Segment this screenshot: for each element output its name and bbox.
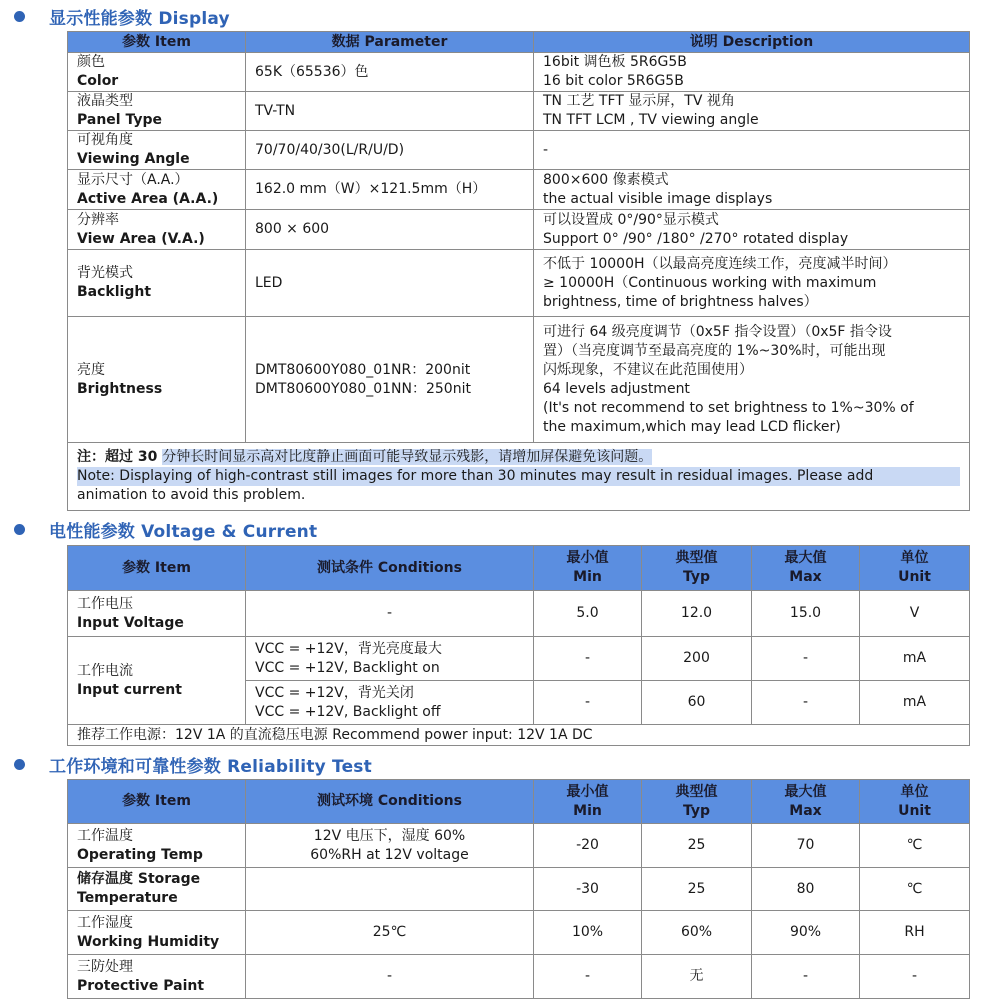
- header-unit-cn: 单位: [900, 550, 929, 566]
- header-typ-cn: 典型值: [675, 783, 718, 800]
- item-en: Input current: [77, 681, 182, 698]
- header-description: 说明 Description: [534, 32, 970, 53]
- desc-line: the maximum,which may lead LCD flicker): [543, 418, 841, 435]
- item-en: Input Voltage: [77, 614, 184, 631]
- desc-line: 不低于 10000H（以最高亮度连续工作，亮度减半时间）: [543, 255, 897, 272]
- item-cell: [68, 92, 246, 131]
- desc-cell: [534, 131, 970, 170]
- unit-cell: -: [860, 955, 970, 999]
- item-cn: 分辨率: [77, 211, 119, 228]
- item-cn: 可视角度: [77, 132, 133, 148]
- header-min: [534, 546, 642, 591]
- desc-line: 可进行 64 级亮度调节（0x5F 指令设置）（0x5F 指令设: [543, 323, 892, 340]
- table-row: [68, 170, 970, 210]
- typ-cell: 无: [642, 955, 752, 999]
- table-row: [68, 317, 970, 443]
- desc-cell: [534, 53, 970, 92]
- param-line: 70/70/40/30(L/R/U/D): [255, 141, 405, 158]
- cond-cell: [246, 824, 534, 868]
- recommend-row: [68, 725, 970, 746]
- unit-cell: ℃: [860, 824, 970, 868]
- max-cell: -: [752, 637, 860, 681]
- min-cell: 10%: [534, 911, 642, 955]
- desc-cell: [534, 317, 970, 443]
- recommend-cell: 推荐工作电源：12V 1A 的直流稳压电源 Recommend power input: 12V 1A DC: [68, 725, 970, 746]
- header-max: [752, 780, 860, 824]
- desc-cell: [534, 210, 970, 250]
- cond-cell: [246, 637, 534, 681]
- param-line: TV-TN: [255, 102, 296, 119]
- param-cell: [246, 317, 534, 443]
- bullet-icon: [14, 11, 25, 22]
- item-cn: 工作电流: [77, 662, 133, 679]
- header-conditions: 测试条件 Conditions: [246, 546, 534, 591]
- item-cn: 储存温度 Storage: [77, 871, 201, 887]
- typ-cell: 25: [642, 824, 752, 868]
- section-display-header: [0, 3, 230, 29]
- item-en: Protective Paint: [77, 977, 205, 994]
- desc-line: Support 0° /90° /180° /270° rotated display: [543, 230, 849, 247]
- cond-line: VCC = +12V，背光亮度最大: [255, 640, 442, 657]
- param-line: 162.0 mm（W）×121.5mm（H）: [255, 181, 487, 197]
- item-cell: [68, 911, 246, 955]
- cond-line: VCC = +12V，背光关闭: [255, 684, 414, 701]
- max-cell: 70: [752, 824, 860, 868]
- desc-line: the actual visible image displays: [543, 190, 773, 207]
- item-cell: [68, 591, 246, 637]
- table-row: [68, 868, 970, 911]
- max-cell: -: [752, 681, 860, 725]
- desc-cell: [534, 92, 970, 131]
- voltage-table: [67, 545, 970, 746]
- typ-cell: 60: [642, 681, 752, 725]
- typ-cell: 60%: [642, 911, 752, 955]
- header-typ-en: Typ: [682, 802, 711, 819]
- note-cn-text: 分钟长时间显示高对比度静止画面可能导致显示残影，请增加屏保避免该问题。: [162, 449, 653, 465]
- header-unit-en: Unit: [898, 569, 931, 585]
- typ-cell: 12.0: [642, 591, 752, 637]
- typ-cell: 200: [642, 637, 752, 681]
- item-cn: 工作湿度: [77, 914, 133, 931]
- header-typ: [642, 546, 752, 591]
- header-typ-en: Typ: [682, 569, 711, 585]
- item-en: Temperature: [77, 890, 178, 906]
- desc-cell: [534, 170, 970, 210]
- item-en: Panel Type: [77, 112, 162, 128]
- param-cell: [246, 170, 534, 210]
- note-row: [68, 443, 970, 511]
- header-min: [534, 780, 642, 824]
- header-conditions: 测试环境 Conditions: [246, 780, 534, 824]
- desc-line: 闪烁现象，不建议在此范围使用）: [543, 361, 753, 378]
- desc-line: 置）（当亮度调节至最高亮度的 1%~30%时，可能出现: [543, 342, 886, 359]
- item-en: Active Area (A.A.): [77, 190, 219, 207]
- param-line: 65K（65536）色: [255, 63, 369, 80]
- param-line: DMT80600Y080_01NR：200nit: [255, 361, 471, 378]
- section-title: 电性能参数 Voltage & Current: [49, 521, 318, 542]
- section-title: 工作环境和可靠性参数 Reliability Test: [49, 756, 372, 777]
- item-cell: [68, 637, 246, 725]
- param-cell: [246, 53, 534, 92]
- table-row: [68, 53, 970, 92]
- item-cell: [68, 955, 246, 999]
- header-min-en: Min: [573, 569, 602, 585]
- item-cn: 显示尺寸（A.A.）: [77, 171, 189, 188]
- item-cell: [68, 210, 246, 250]
- header-max-en: Max: [789, 802, 822, 819]
- table-header-row: [68, 546, 970, 591]
- section-title: 显示性能参数 Display: [49, 8, 230, 29]
- table-row: [68, 955, 970, 999]
- note-prefix: 注：超过 30: [77, 449, 163, 465]
- typ-cell: 25: [642, 868, 752, 911]
- desc-line: 可以设置成 0°/90°显示模式: [543, 211, 719, 228]
- section-reliability-header: [0, 751, 372, 777]
- bullet-icon: [14, 524, 25, 535]
- min-cell: -20: [534, 824, 642, 868]
- param-line: DMT80600Y080_01NN：250nit: [255, 380, 471, 397]
- unit-cell: ℃: [860, 868, 970, 911]
- cond-line: VCC = +12V, Backlight on: [255, 659, 440, 676]
- desc-line: ≥ 10000H（Continuous working with maximum: [543, 274, 877, 291]
- bullet-icon: [14, 759, 25, 770]
- header-item: 参数 Item: [68, 32, 246, 53]
- item-cell: [68, 868, 246, 911]
- header-max-cn: 最大值: [784, 783, 827, 800]
- item-cn: 三防处理: [77, 958, 133, 975]
- cond-cell: -: [246, 591, 534, 637]
- unit-cell: mA: [860, 637, 970, 681]
- note-en-line: animation to avoid this problem.: [77, 487, 306, 503]
- item-cn: 工作电压: [77, 595, 133, 612]
- item-cell: [68, 824, 246, 868]
- table-row: [68, 824, 970, 868]
- header-max: [752, 546, 860, 591]
- cond-line: 60%RH at 12V voltage: [310, 846, 469, 863]
- param-cell: [246, 210, 534, 250]
- unit-cell: RH: [860, 911, 970, 955]
- cond-cell: -: [246, 955, 534, 999]
- header-typ-cn: 典型值: [675, 550, 718, 566]
- item-cn: 颜色: [77, 54, 105, 70]
- desc-line: (It's not recommend to set brightness to 1%~30% of: [543, 399, 914, 416]
- desc-line: brightness, time of brightness halves）: [543, 293, 818, 310]
- header-min-en: Min: [573, 802, 602, 819]
- header-item: 参数 Item: [68, 546, 246, 591]
- table-row: [68, 637, 970, 681]
- param-cell: [246, 131, 534, 170]
- header-unit: [860, 546, 970, 591]
- item-cn: 液晶类型: [77, 93, 133, 109]
- item-en: Brightness: [77, 380, 163, 397]
- item-cell: [68, 53, 246, 92]
- item-en: Working Humidity: [77, 933, 220, 950]
- min-cell: -: [534, 681, 642, 725]
- max-cell: 90%: [752, 911, 860, 955]
- item-cn: 背光模式: [77, 265, 133, 281]
- header-unit: [860, 780, 970, 824]
- display-table: [67, 31, 970, 511]
- min-cell: -: [534, 637, 642, 681]
- header-max-cn: 最大值: [784, 550, 827, 566]
- desc-line: 800×600 像素模式: [543, 171, 669, 188]
- min-cell: 5.0: [534, 591, 642, 637]
- param-line: 800 × 600: [255, 221, 330, 237]
- desc-line: 16bit 调色板 5R6G5B: [543, 54, 687, 70]
- min-cell: -30: [534, 868, 642, 911]
- cond-line: 12V 电压下，湿度 60%: [313, 827, 466, 844]
- table-header-row: [68, 780, 970, 824]
- cond-line: VCC = +12V, Backlight off: [255, 703, 441, 720]
- reliability-table: [67, 779, 970, 999]
- header-unit-en: Unit: [898, 802, 931, 819]
- max-cell: 80: [752, 868, 860, 911]
- cond-cell: 25℃: [246, 911, 534, 955]
- item-cell: [68, 250, 246, 317]
- desc-line: TN TFT LCM , TV viewing angle: [543, 112, 759, 128]
- item-en: Color: [77, 73, 119, 89]
- table-row: [68, 210, 970, 250]
- section-voltage-header: [0, 516, 317, 542]
- item-cell: [68, 131, 246, 170]
- header-parameter: 数据 Parameter: [246, 32, 534, 53]
- header-item: 参数 Item: [68, 780, 246, 824]
- table-header-row: [68, 32, 970, 53]
- header-unit-cn: 单位: [900, 783, 929, 800]
- param-cell: [246, 250, 534, 317]
- max-cell: 15.0: [752, 591, 860, 637]
- table-row: [68, 131, 970, 170]
- header-min-cn: 最小值: [566, 783, 609, 800]
- desc-line: -: [543, 141, 549, 158]
- header-min-cn: 最小值: [566, 550, 609, 566]
- min-cell: -: [534, 955, 642, 999]
- cond-cell: [246, 681, 534, 725]
- item-cell: [68, 170, 246, 210]
- unit-cell: mA: [860, 681, 970, 725]
- item-en: Operating Temp: [77, 846, 203, 863]
- item-en: View Area (V.A.): [77, 230, 205, 247]
- param-cell: [246, 92, 534, 131]
- header-max-en: Max: [789, 569, 822, 585]
- table-row: [68, 591, 970, 637]
- header-typ: [642, 780, 752, 824]
- param-line: LED: [255, 274, 283, 291]
- desc-line: 16 bit color 5R6G5B: [543, 73, 684, 89]
- table-row: [68, 92, 970, 131]
- item-en: Backlight: [77, 284, 152, 300]
- desc-cell: [534, 250, 970, 317]
- desc-line: 64 levels adjustment: [543, 380, 690, 397]
- desc-line: TN 工艺 TFT 显示屏，TV 视角: [543, 93, 735, 109]
- table-row: [68, 250, 970, 317]
- unit-cell: V: [860, 591, 970, 637]
- item-cell: [68, 317, 246, 443]
- item-cn: 工作温度: [77, 827, 133, 844]
- cond-cell: [246, 868, 534, 911]
- max-cell: -: [752, 955, 860, 999]
- table-row: [68, 911, 970, 955]
- note-en-line: Note: Displaying of high-contrast still images for more than 30 minutes may result in residual images. Please add: [77, 467, 960, 486]
- item-cn: 亮度: [77, 361, 105, 378]
- note-cell: [68, 443, 970, 511]
- item-en: Viewing Angle: [77, 151, 190, 167]
